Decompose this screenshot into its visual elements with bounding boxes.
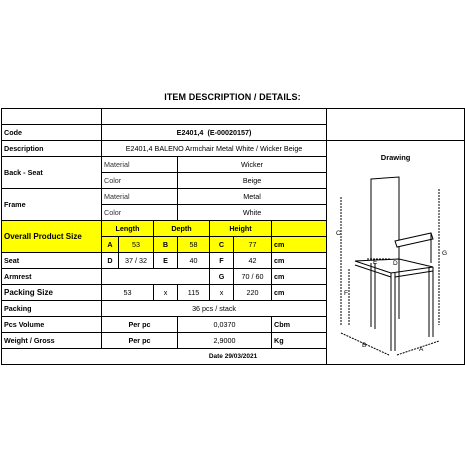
dim-key-g: G	[210, 269, 234, 285]
volume-value: 0,0370	[178, 317, 272, 333]
item-spec-table	[1, 108, 465, 365]
packing-width: 115	[178, 285, 210, 301]
blank-cell	[272, 221, 327, 237]
per-pc-label: Per pc	[102, 333, 178, 349]
unit-cm: cm	[272, 237, 327, 253]
dim-letter-b: B	[362, 342, 367, 349]
material-label: Material	[102, 189, 178, 205]
packing-label: Packing	[2, 301, 102, 317]
blank-cell	[2, 109, 102, 125]
frame-label: Frame	[2, 189, 102, 221]
dim-key-c: C	[210, 237, 234, 253]
unit-cm: cm	[272, 269, 327, 285]
back-seat-label: Back - Seat	[2, 157, 102, 189]
frame-material: Metal	[178, 189, 327, 205]
length-header: Length	[102, 221, 154, 237]
dim-letter-c: C	[336, 230, 341, 237]
dim-key-b: B	[154, 237, 178, 253]
unit-cm: cm	[272, 253, 327, 269]
dim-letter-f: F	[344, 290, 349, 297]
unit-cbm: Cbm	[272, 317, 327, 333]
dim-letter-a: A	[419, 346, 424, 353]
dim-key-e: E	[154, 253, 178, 269]
back-seat-material: Wicker	[178, 157, 327, 173]
dim-key-d: D	[102, 253, 119, 269]
packing-height: 220	[234, 285, 272, 301]
dim-letter-e: E	[373, 259, 378, 266]
description-value: E2401,4 BALENO Armchair Metal White / Wicker Beige	[102, 141, 327, 157]
packing-size-label: Packing Size	[2, 285, 102, 301]
dim-key-f: F	[210, 253, 234, 269]
frame-color: White	[178, 205, 327, 221]
dim-value-d: 37 / 32	[119, 253, 154, 269]
chair-armrest-shape	[395, 233, 433, 247]
packing-length: 53	[102, 285, 154, 301]
chair-backrest-shape	[371, 177, 399, 263]
height-header: Height	[210, 221, 272, 237]
drawing-cell	[327, 109, 465, 141]
armrest-label: Armrest	[2, 269, 102, 285]
dim-value-c: 77	[234, 237, 272, 253]
seat-label: Seat	[2, 253, 102, 269]
blank-cell	[102, 109, 327, 125]
chair-drawing	[335, 175, 457, 365]
dim-value-g: 70 / 60	[234, 269, 272, 285]
per-pc-label: Per pc	[102, 317, 178, 333]
dim-value-f: 42	[234, 253, 272, 269]
material-label: Material	[102, 157, 178, 173]
table-row	[2, 141, 465, 157]
drawing-panel	[327, 141, 465, 365]
color-label: Color	[102, 205, 178, 221]
weight-value: 2,9000	[178, 333, 272, 349]
unit-kg: Kg	[272, 333, 327, 349]
dim-value-b: 58	[178, 237, 210, 253]
dim-value-a: 53	[119, 237, 154, 253]
color-label: Color	[102, 173, 178, 189]
page-title: ITEM DESCRIPTION / DETAILS:	[164, 92, 301, 102]
times-sign: x	[210, 285, 234, 301]
date-footer: Date 29/03/2021	[2, 349, 465, 365]
description-label: Description	[2, 141, 102, 157]
code-label: Code	[2, 125, 102, 141]
dim-letter-g: G	[442, 250, 448, 257]
depth-header: Depth	[154, 221, 210, 237]
dim-letter-d: D	[393, 260, 398, 267]
dim-value-e: 40	[178, 253, 210, 269]
dim-key-a: A	[102, 237, 119, 253]
overall-size-label: Overall Product Size	[2, 221, 102, 253]
packing-value: 36 pcs / stack	[102, 301, 327, 317]
unit-cm: cm	[272, 285, 327, 301]
drawing-label: Drawing	[380, 153, 411, 162]
dim-line-a	[397, 341, 439, 355]
weight-label: Weight / Gross	[2, 333, 102, 349]
volume-label: Pcs Volume	[2, 317, 102, 333]
blank-cell	[102, 269, 210, 285]
times-sign: x	[154, 285, 178, 301]
code-value: E2401,4 (E-00020157)	[102, 125, 327, 141]
table-row	[2, 109, 465, 125]
back-seat-color: Beige	[178, 173, 327, 189]
